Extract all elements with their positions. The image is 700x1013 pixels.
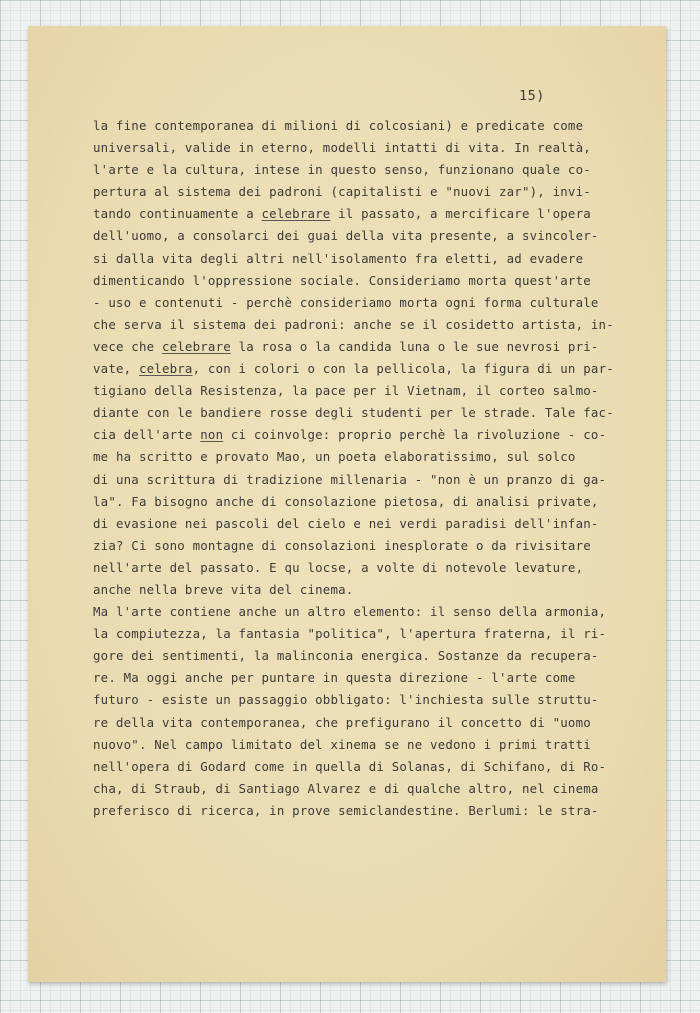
underlined-word: celebra [138,361,193,377]
typewritten-text-body [93,115,653,822]
text-line: re della vita contemporanea, che prefigurano il concetto di "uomo [93,714,591,730]
text-line: gore dei sentimenti, la malinconia energica. Sostanze da recupera- [93,648,599,664]
text-line: diante con le bandiere rosse degli studenti per le strade. Tale fac- [93,405,614,421]
text-line: re. Ma oggi anche per puntare in questa direzione - l'arte come [93,670,576,686]
text-line: me ha scritto e provato Mao, un poeta elaboratissimo, sul solco [93,449,576,465]
text-line [93,336,653,358]
text-segment: , con i colori o con la pellicola, la figura di un par- [192,361,614,377]
text-segment: vate, [93,361,139,377]
text-line: di evasione nei pascoli del cielo e nei verdi paradisi dell'infan- [93,515,599,531]
text-line: dimenticando l'oppressione sociale. Consideriamo morta quest'arte [93,272,591,288]
text-line: la fine contemporanea di milioni di colcosiani) e predicate come [93,118,584,133]
text-line: tigiano della Resistenza, la pace per il Vietnam, il corteo salmo- [93,383,599,399]
text-segment: vece che [93,338,162,354]
text-line: zia? Ci sono montagne di consolazioni inesplorate o da rivisitare [93,537,591,553]
text-line: di una scrittura di tradizione millenaria - "non è un pranzo di ga- [93,471,607,487]
text-line: l'arte e la cultura, intese in questo senso, funzionano quale co- [93,162,591,178]
underlined-word: celebrare [261,206,331,222]
underlined-word: celebrare [161,338,231,354]
text-segment: la rosa o la candida luna o le sue nevrosi pri- [230,338,599,354]
text-segment: cia dell'arte [93,427,201,443]
text-segment: il passato, a mercificare l'opera [330,206,591,222]
text-segment: tando continuamente a [93,206,262,222]
page-number: 15) [519,88,545,104]
text-line [93,358,653,380]
text-line [93,203,653,225]
text-line: dell'uomo, a consolarci dei guai della vita presente, a svincoler- [93,228,599,244]
text-line: pertura al sistema dei padroni (capitalisti e "nuovi zar"), invi- [93,184,591,200]
text-line: futuro - esiste un passaggio obbligato: l'inchiesta sulle struttu- [93,692,599,708]
underlined-word: non [200,427,224,443]
text-segment: ci coinvolge: proprio perchè la rivoluzione - co- [223,427,607,443]
text-line: nell'opera di Godard come in quella di Solanas, di Schifano, di Ro- [93,758,607,774]
text-line: cha, di Straub, di Santiago Alvarez e di qualche altro, nel cinema [93,780,599,796]
text-line: Ma l'arte contiene anche un altro elemento: il senso della armonia, [93,604,607,620]
text-line: preferisco di ricerca, in prove semiclandestine. Berlumi: le stra- [93,802,599,818]
typewritten-page [28,26,666,982]
text-line: che serva il sistema dei padroni: anche se il cosidetto artista, in- [93,316,614,332]
text-line: si dalla vita degli altri nell'isolamento fra eletti, ad evadere [93,250,584,266]
text-line [93,424,653,446]
text-line: la compiutezza, la fantasia "politica", l'apertura fraterna, il ri- [93,626,607,642]
text-line: - uso e contenuti - perchè consideriamo morta ogni forma culturale [93,294,599,310]
text-line: la". Fa bisogno anche di consolazione pietosa, di analisi private, [93,493,599,509]
text-line: anche nella breve vita del cinema. [93,581,354,597]
text-line: nell'arte del passato. E qu locse, a volte di notevole levature, [93,559,584,575]
text-line: universali, valide in eterno, modelli intatti di vita. In realtà, [93,140,591,156]
text-line: nuovo". Nel campo limitato del xinema se ne vedono i primi tratti [93,736,591,752]
